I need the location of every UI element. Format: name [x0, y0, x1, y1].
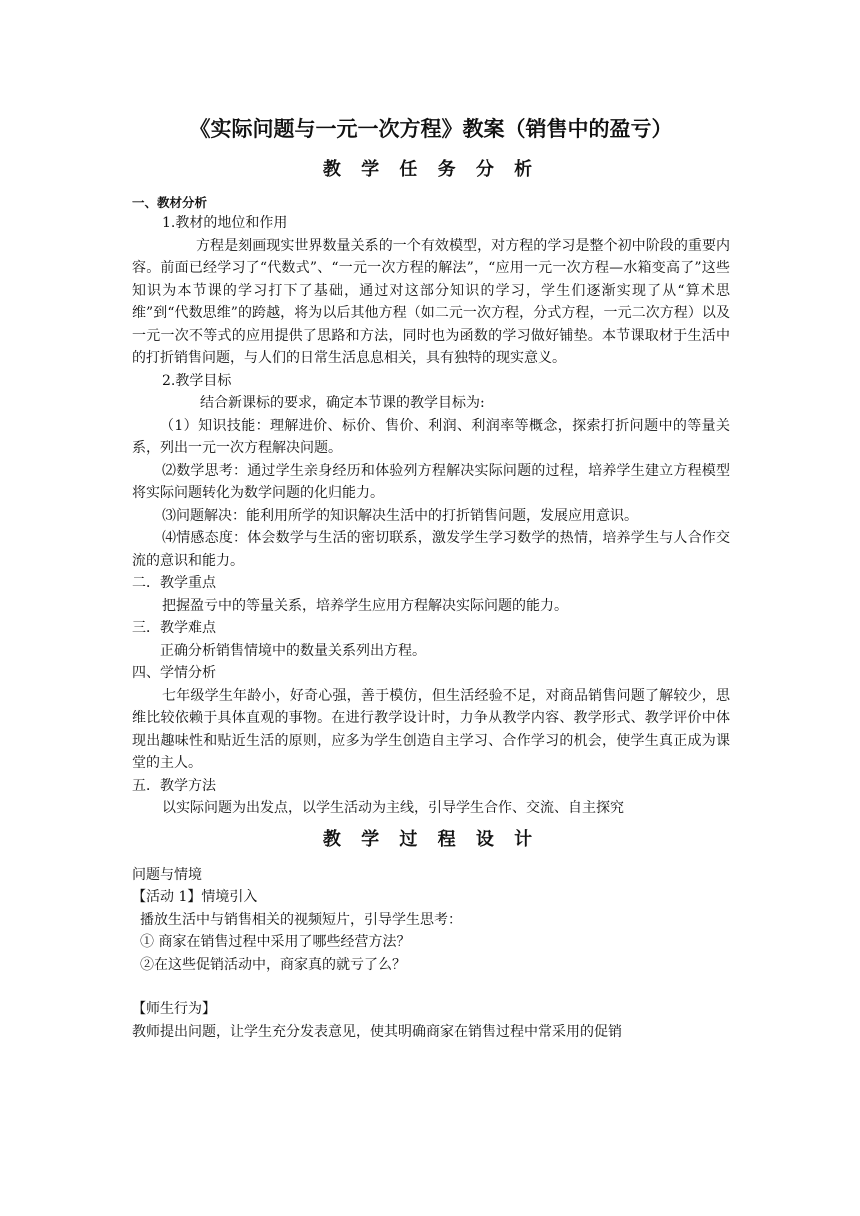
heading-key-points: 二．教学重点	[132, 575, 216, 591]
document-content	[132, 112, 730, 1043]
paragraph-difficult-points: 正确分析销售情境中的数量关系列出方程。	[160, 642, 426, 659]
goal-item-4: ⑷情感态度：体会数学与生活的密切联系，激发学生学习数学的热情，培养学生与人合作交流的意识和能力。	[132, 530, 730, 569]
subheading-position: 1.教材的地位和作用	[162, 215, 288, 231]
paragraph-goals-intro: 结合新课标的要求，确定本节课的教学目标为:	[200, 395, 485, 411]
paragraph-student-analysis: 七年级学生年龄小，好奇心强，善于模仿，但生活经验不足，对商品销售问题了解较少，思维比较依赖于具体直观的事物。在进行教学设计时，力争从教学内容、教学形式、教学评价中体现出趣味性和贴近生活的原则，应多为学生创造自主学习、合作学习的机会，使学生真正成为课堂的主人。	[132, 687, 730, 771]
question-2: ②在这些促销活动中，商家真的就亏了么？	[140, 956, 406, 973]
question-1: ① 商家在销售过程中采用了哪些经营方法？	[140, 934, 411, 950]
goal-item-3: ⑶问题解决：能利用所学的知识解决生活中的打折销售问题，发展应用意识。	[162, 507, 638, 524]
document-title: 《实际问题与一元一次方程》教案（销售中的盈亏）	[189, 116, 673, 141]
goal-item-1: （1）知识技能：理解进价、标价、售价、利润、利润率等概念，探索打折问题中的等量关系，列出一元一次方程解决问题。	[132, 417, 730, 456]
blank-line	[132, 976, 730, 998]
paragraph-teaching-method: 以实际问题为出发点，以学生活动为主线，引导学生合作、交流、自主探究	[162, 800, 624, 816]
paragraph-position: 方程是刻画现实世界数量关系的一个有效模型，对方程的学习是整个初中阶段的重要内容。前面已经学习了“代数式”、“一元一次方程的解法”，“应用一元一次方程—水箱变高了”这些知识为本节课的学习打下了基础，通过对这部分知识的学习，学生们逐渐实现了从“算术思维”到“代数思维”的跨越，将为以后其他方程（如二元一次方程，分式方程，一元二次方程）以及一元一次不等式的应用提供了思路和方法，同时也为函数的学习做好铺垫。本节课取材于生活中的打折销售问题，与人们的日常生活息息相关，具有独特的现实意义。	[132, 237, 730, 366]
heading-material-analysis: 一、教材分析	[132, 195, 208, 210]
goal-item-2: ⑵数学思考：通过学生亲身经历和体验列方程解决实际问题的过程，培养学生建立方程模型将实际问题转化为数学问题的化归能力。	[132, 462, 730, 501]
paragraph-teacher-actions: 教师提出问题，让学生充分发表意见，使其明确商家在销售过程中常采用的促销	[132, 1023, 622, 1040]
heading-student-analysis: 四、学情分析	[132, 665, 216, 681]
section-title-task-analysis: 教 学 任 务 分 析	[322, 159, 540, 180]
section-title-process-design: 教 学 过 程 设 计	[322, 828, 540, 850]
activity-1-intro: 播放生活中与销售相关的视频短片，引导学生思考：	[140, 911, 462, 928]
subheading-goals: 2.教学目标	[162, 372, 232, 389]
paragraph-key-points: 把握盈亏中的等量关系，培养学生应用方程解决实际问题的能力。	[162, 597, 568, 614]
label-activity-1: 【活动 1】情境引入	[132, 889, 258, 905]
label-problem-situation: 问题与情境	[132, 866, 202, 883]
heading-difficult-points: 三．教学难点	[132, 620, 216, 636]
heading-teaching-method: 五．教学方法	[132, 777, 216, 794]
label-teacher-student: 【师生行为】	[132, 1001, 216, 1017]
